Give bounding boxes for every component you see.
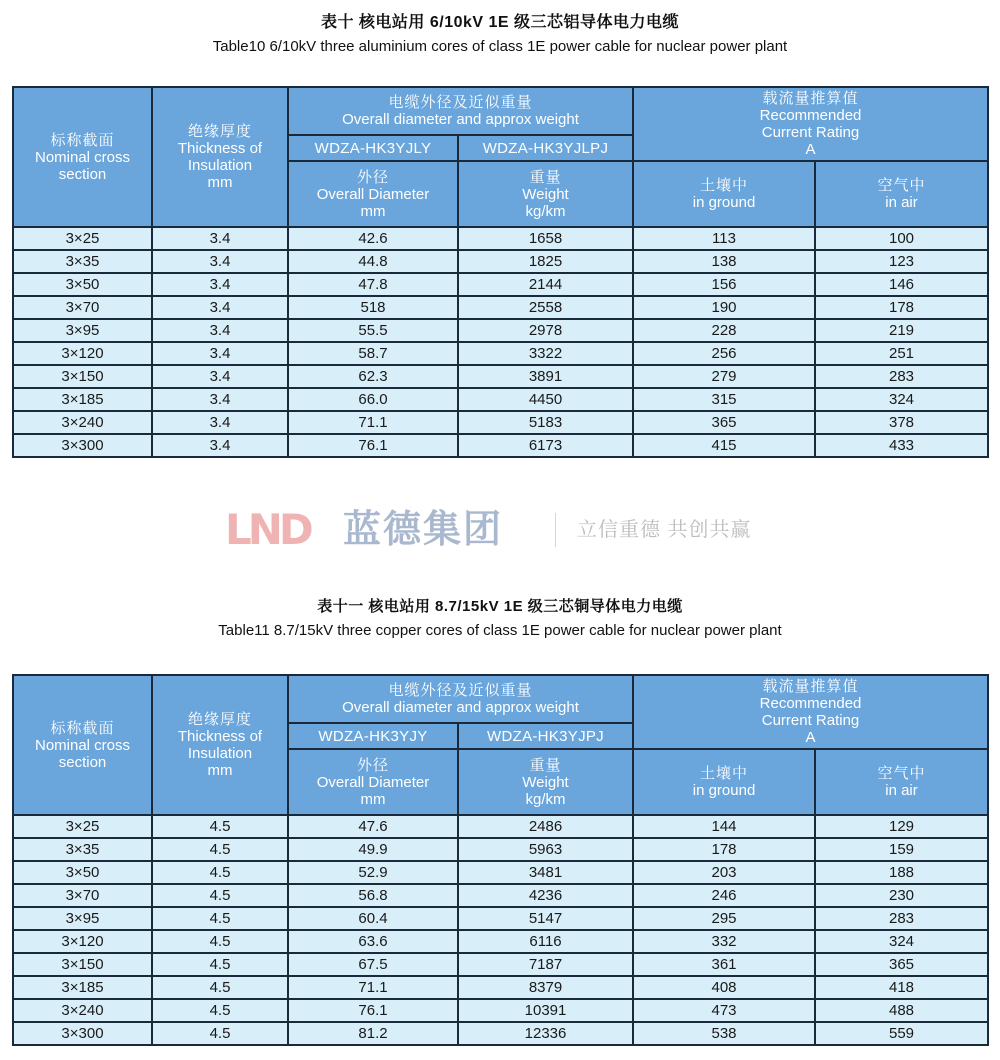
cell-section: 3×35 bbox=[13, 250, 152, 273]
table10-body bbox=[13, 227, 988, 457]
cell-in-ground: 295 bbox=[633, 907, 815, 930]
header-diameter-cn: 外径 bbox=[356, 756, 389, 774]
cell-weight: 6116 bbox=[458, 930, 633, 953]
header-model-2: WDZA-HK3YJLPJ bbox=[458, 135, 633, 161]
header-overall-diameter-weight bbox=[288, 675, 633, 723]
logo-divider bbox=[555, 513, 556, 547]
cell-in-air: 324 bbox=[815, 388, 988, 411]
cell-weight: 5147 bbox=[458, 907, 633, 930]
table-row bbox=[13, 907, 988, 930]
cell-thickness: 4.5 bbox=[152, 815, 288, 838]
cell-diameter: 81.2 bbox=[288, 1022, 458, 1045]
table-row bbox=[13, 953, 988, 976]
header-weight-en: Weight bbox=[522, 773, 569, 791]
table-row bbox=[13, 838, 988, 861]
cell-weight: 5963 bbox=[458, 838, 633, 861]
header-in-air bbox=[815, 161, 988, 227]
company-logo bbox=[225, 505, 785, 555]
header-nominal-cn: 标称截面 bbox=[50, 719, 115, 737]
table-row bbox=[13, 884, 988, 907]
cell-in-air: 283 bbox=[815, 907, 988, 930]
cell-weight: 10391 bbox=[458, 999, 633, 1022]
header-current-cn: 载流量推算值 bbox=[762, 90, 859, 107]
cell-weight: 2558 bbox=[458, 296, 633, 319]
cell-in-ground: 190 bbox=[633, 296, 815, 319]
cell-in-air: 324 bbox=[815, 930, 988, 953]
cell-section: 3×120 bbox=[13, 930, 152, 953]
cell-diameter: 55.5 bbox=[288, 319, 458, 342]
cell-section: 3×150 bbox=[13, 365, 152, 388]
header-overall-diameter-weight bbox=[288, 87, 633, 135]
cell-diameter: 66.0 bbox=[288, 388, 458, 411]
header-weight-cn: 重量 bbox=[529, 756, 562, 774]
cell-diameter: 52.9 bbox=[288, 861, 458, 884]
cell-thickness: 4.5 bbox=[152, 838, 288, 861]
table-row bbox=[13, 411, 988, 434]
header-model-1: WDZA-HK3YJY bbox=[288, 723, 458, 749]
cell-section: 3×50 bbox=[13, 861, 152, 884]
cell-section: 3×70 bbox=[13, 884, 152, 907]
header-nominal-section bbox=[13, 87, 152, 227]
cell-thickness: 3.4 bbox=[152, 434, 288, 457]
header-nominal-en: Nominal cross section bbox=[34, 148, 131, 183]
header-weight bbox=[458, 749, 633, 815]
header-current-en-2: Current Rating bbox=[761, 712, 860, 729]
cell-section: 3×70 bbox=[13, 296, 152, 319]
header-nominal-cn: 标称截面 bbox=[50, 131, 115, 149]
header-thickness-en: Thickness of Insulation bbox=[177, 140, 263, 174]
table-row bbox=[13, 273, 988, 296]
cell-diameter: 71.1 bbox=[288, 976, 458, 999]
cell-diameter: 56.8 bbox=[288, 884, 458, 907]
header-model-1: WDZA-HK3YJLY bbox=[288, 135, 458, 161]
table11-title-en: Table11 8.7/15kV three copper cores of class 1E power cable for nuclear power plant bbox=[218, 622, 782, 639]
header-diameter-unit: mm bbox=[360, 202, 386, 220]
cell-in-ground: 365 bbox=[633, 411, 815, 434]
brand-name: 蓝德集团 bbox=[343, 509, 504, 551]
cell-in-air: 159 bbox=[815, 838, 988, 861]
cell-in-air: 123 bbox=[815, 250, 988, 273]
header-current-rating bbox=[633, 675, 988, 749]
header-diameter-unit: mm bbox=[360, 790, 386, 808]
cell-section: 3×35 bbox=[13, 838, 152, 861]
cell-in-air: 100 bbox=[815, 227, 988, 250]
cell-thickness: 3.4 bbox=[152, 250, 288, 273]
header-model-2: WDZA-HK3YJPJ bbox=[458, 723, 633, 749]
cell-in-air: 178 bbox=[815, 296, 988, 319]
cell-in-air: 230 bbox=[815, 884, 988, 907]
cell-weight: 8379 bbox=[458, 976, 633, 999]
cell-thickness: 4.5 bbox=[152, 930, 288, 953]
header-current-en-2: Current Rating bbox=[761, 124, 860, 141]
table11 bbox=[12, 674, 989, 1046]
table-row bbox=[13, 250, 988, 273]
cell-weight: 1658 bbox=[458, 227, 633, 250]
cell-weight: 6173 bbox=[458, 434, 633, 457]
header-nominal-section bbox=[13, 675, 152, 815]
cell-thickness: 4.5 bbox=[152, 907, 288, 930]
cell-in-air: 188 bbox=[815, 861, 988, 884]
cell-section: 3×300 bbox=[13, 434, 152, 457]
header-diameter-cn: 外径 bbox=[356, 168, 389, 186]
cell-thickness: 3.4 bbox=[152, 227, 288, 250]
cell-in-ground: 156 bbox=[633, 273, 815, 296]
cell-diameter: 60.4 bbox=[288, 907, 458, 930]
header-ground-en: in ground bbox=[692, 194, 756, 211]
cell-thickness: 3.4 bbox=[152, 319, 288, 342]
cell-diameter: 518 bbox=[288, 296, 458, 319]
table11-title bbox=[0, 597, 1000, 641]
header-thickness-unit: mm bbox=[207, 762, 233, 779]
cell-diameter: 42.6 bbox=[288, 227, 458, 250]
header-weight-unit: kg/km bbox=[525, 202, 566, 220]
table-row bbox=[13, 388, 988, 411]
cell-in-air: 559 bbox=[815, 1022, 988, 1045]
cell-in-air: 378 bbox=[815, 411, 988, 434]
cell-weight: 2144 bbox=[458, 273, 633, 296]
cell-section: 3×185 bbox=[13, 976, 152, 999]
header-current-en-1: Recommended bbox=[759, 695, 862, 712]
table-row bbox=[13, 365, 988, 388]
cell-in-ground: 178 bbox=[633, 838, 815, 861]
header-current-cn: 载流量推算值 bbox=[762, 678, 859, 695]
cell-in-ground: 228 bbox=[633, 319, 815, 342]
table-row bbox=[13, 930, 988, 953]
cell-in-air: 283 bbox=[815, 365, 988, 388]
cell-thickness: 3.4 bbox=[152, 388, 288, 411]
cell-in-ground: 113 bbox=[633, 227, 815, 250]
table-row bbox=[13, 434, 988, 457]
header-thickness-cn: 绝缘厚度 bbox=[187, 711, 252, 728]
cell-in-ground: 415 bbox=[633, 434, 815, 457]
header-thickness-cn: 绝缘厚度 bbox=[187, 123, 252, 140]
cell-in-ground: 473 bbox=[633, 999, 815, 1022]
cell-diameter: 62.3 bbox=[288, 365, 458, 388]
cell-section: 3×240 bbox=[13, 999, 152, 1022]
cell-diameter: 76.1 bbox=[288, 434, 458, 457]
header-current-unit: A bbox=[805, 729, 816, 746]
header-nominal-en: Nominal cross section bbox=[34, 736, 131, 771]
cell-thickness: 3.4 bbox=[152, 411, 288, 434]
header-current-unit: A bbox=[805, 141, 816, 158]
table-row bbox=[13, 319, 988, 342]
cell-weight: 3481 bbox=[458, 861, 633, 884]
table10-title bbox=[0, 13, 1000, 57]
table-row bbox=[13, 1022, 988, 1045]
cell-section: 3×120 bbox=[13, 342, 152, 365]
cell-thickness: 3.4 bbox=[152, 296, 288, 319]
cell-in-ground: 279 bbox=[633, 365, 815, 388]
cell-weight: 5183 bbox=[458, 411, 633, 434]
cell-thickness: 4.5 bbox=[152, 953, 288, 976]
cell-section: 3×185 bbox=[13, 388, 152, 411]
table-row bbox=[13, 815, 988, 838]
cell-diameter: 44.8 bbox=[288, 250, 458, 273]
cell-in-ground: 203 bbox=[633, 861, 815, 884]
cell-weight: 3322 bbox=[458, 342, 633, 365]
cell-section: 3×50 bbox=[13, 273, 152, 296]
cell-in-ground: 361 bbox=[633, 953, 815, 976]
header-thickness-unit: mm bbox=[207, 174, 233, 191]
cell-section: 3×95 bbox=[13, 907, 152, 930]
table11-body bbox=[13, 815, 988, 1045]
company-slogan: 立信重德 共创共赢 bbox=[577, 519, 752, 541]
cell-weight: 2486 bbox=[458, 815, 633, 838]
header-diameter-en: Overall Diameter bbox=[316, 185, 430, 203]
cell-thickness: 4.5 bbox=[152, 861, 288, 884]
cell-weight: 2978 bbox=[458, 319, 633, 342]
header-overall-en: Overall diameter and approx weight bbox=[342, 699, 579, 716]
lnd-logo-mark: LND bbox=[225, 505, 310, 554]
cell-diameter: 67.5 bbox=[288, 953, 458, 976]
table-row bbox=[13, 296, 988, 319]
cell-weight: 7187 bbox=[458, 953, 633, 976]
header-weight bbox=[458, 161, 633, 227]
cell-thickness: 4.5 bbox=[152, 884, 288, 907]
table-row bbox=[13, 227, 988, 250]
cell-thickness: 3.4 bbox=[152, 365, 288, 388]
table-row bbox=[13, 999, 988, 1022]
header-in-ground bbox=[633, 749, 815, 815]
header-air-cn: 空气中 bbox=[877, 765, 926, 782]
cell-diameter: 63.6 bbox=[288, 930, 458, 953]
header-insulation-thickness bbox=[152, 675, 288, 815]
cell-thickness: 4.5 bbox=[152, 976, 288, 999]
header-overall-cn: 电缆外径及近似重量 bbox=[388, 94, 533, 111]
cell-thickness: 4.5 bbox=[152, 1022, 288, 1045]
cell-thickness: 3.4 bbox=[152, 273, 288, 296]
header-ground-en: in ground bbox=[692, 782, 756, 799]
cell-in-air: 365 bbox=[815, 953, 988, 976]
header-air-en: in air bbox=[885, 194, 918, 211]
table10-title-cn: 表十 核电站用 6/10kV 1E 级三芯铝导体电力电缆 bbox=[320, 14, 680, 31]
cell-in-air: 418 bbox=[815, 976, 988, 999]
header-diameter-en: Overall Diameter bbox=[316, 773, 430, 791]
table10-title-en: Table10 6/10kV three aluminium cores of class 1E power cable for nuclear power plant bbox=[212, 38, 788, 55]
header-weight-cn: 重量 bbox=[529, 168, 562, 186]
header-overall-en: Overall diameter and approx weight bbox=[342, 111, 579, 128]
cell-section: 3×150 bbox=[13, 953, 152, 976]
cell-thickness: 3.4 bbox=[152, 342, 288, 365]
cell-in-ground: 256 bbox=[633, 342, 815, 365]
header-weight-en: Weight bbox=[522, 185, 569, 203]
cell-weight: 4236 bbox=[458, 884, 633, 907]
cell-section: 3×240 bbox=[13, 411, 152, 434]
cell-weight: 3891 bbox=[458, 365, 633, 388]
cell-section: 3×95 bbox=[13, 319, 152, 342]
cell-section: 3×25 bbox=[13, 815, 152, 838]
cell-in-air: 251 bbox=[815, 342, 988, 365]
header-in-air bbox=[815, 749, 988, 815]
header-current-en-1: Recommended bbox=[759, 107, 862, 124]
cell-section: 3×300 bbox=[13, 1022, 152, 1045]
header-in-ground bbox=[633, 161, 815, 227]
cell-in-ground: 246 bbox=[633, 884, 815, 907]
cell-weight: 1825 bbox=[458, 250, 633, 273]
header-ground-cn: 土壤中 bbox=[700, 765, 749, 782]
cell-section: 3×25 bbox=[13, 227, 152, 250]
table-row bbox=[13, 861, 988, 884]
cell-weight: 12336 bbox=[458, 1022, 633, 1045]
cell-diameter: 76.1 bbox=[288, 999, 458, 1022]
cell-thickness: 4.5 bbox=[152, 999, 288, 1022]
cell-in-ground: 332 bbox=[633, 930, 815, 953]
cell-diameter: 58.7 bbox=[288, 342, 458, 365]
header-insulation-thickness bbox=[152, 87, 288, 227]
cell-in-ground: 144 bbox=[633, 815, 815, 838]
header-diameter bbox=[288, 161, 458, 227]
table-row bbox=[13, 342, 988, 365]
cell-in-air: 488 bbox=[815, 999, 988, 1022]
header-air-cn: 空气中 bbox=[877, 177, 926, 194]
header-diameter bbox=[288, 749, 458, 815]
header-overall-cn: 电缆外径及近似重量 bbox=[388, 682, 533, 699]
header-weight-unit: kg/km bbox=[525, 790, 566, 808]
cell-in-ground: 408 bbox=[633, 976, 815, 999]
table10 bbox=[12, 86, 989, 458]
header-air-en: in air bbox=[885, 782, 918, 799]
cell-in-air: 433 bbox=[815, 434, 988, 457]
cell-diameter: 49.9 bbox=[288, 838, 458, 861]
cell-in-ground: 315 bbox=[633, 388, 815, 411]
table11-title-cn: 表十一 核电站用 8.7/15kV 1E 级三芯铜导体电力电缆 bbox=[317, 598, 683, 615]
cell-in-ground: 538 bbox=[633, 1022, 815, 1045]
header-current-rating bbox=[633, 87, 988, 161]
cell-diameter: 47.8 bbox=[288, 273, 458, 296]
cell-in-air: 219 bbox=[815, 319, 988, 342]
header-thickness-en: Thickness of Insulation bbox=[177, 728, 263, 762]
cell-in-air: 129 bbox=[815, 815, 988, 838]
cell-diameter: 47.6 bbox=[288, 815, 458, 838]
header-ground-cn: 土壤中 bbox=[700, 177, 749, 194]
cell-diameter: 71.1 bbox=[288, 411, 458, 434]
cell-in-ground: 138 bbox=[633, 250, 815, 273]
cell-in-air: 146 bbox=[815, 273, 988, 296]
cell-weight: 4450 bbox=[458, 388, 633, 411]
table-row bbox=[13, 976, 988, 999]
